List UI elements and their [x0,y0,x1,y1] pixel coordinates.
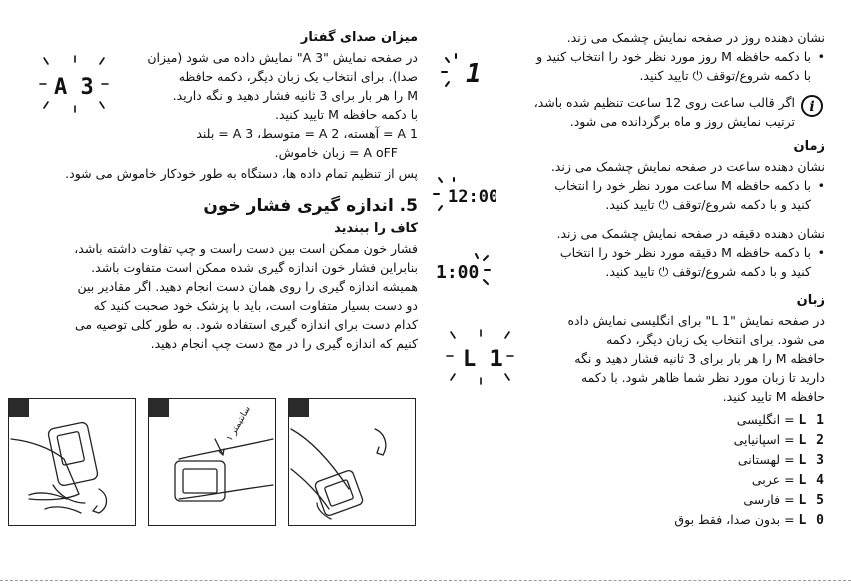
language-row: L 5 = فارسی [743,492,825,508]
minute-bullet-2: کنید و با دکمه شروع/توقف ⏻ تایید کنید. [605,264,811,279]
lcd-volume-code: A 3 [54,75,94,100]
step-badge [149,399,169,417]
language-paragraph [505,311,825,406]
cuff-fasten-icon [289,399,415,525]
cuff-line-2: بنابراین فشار خون اندازه گیری شده ممکن است متفاوت باشد. [91,260,418,275]
lang-line-5: حافظه M تایید کنید. [722,389,825,404]
cuff-illustration-3 [288,398,416,526]
hour-intro: نشان دهنده ساعت در صفحه نمایش چشمک می زند. [550,159,825,174]
time-heading: زمان [793,139,825,154]
auto-off-note: پس از تنظیم تمام داده ها، دستگاه به طور خودکار خاموش می شود. [65,166,418,181]
lang-line-1: در صفحه نمایش "L 1" برای انگلیسی نمایش داده [567,313,825,328]
cuff-illustration-2 [148,398,276,526]
language-row: L 4 = عربی [751,472,825,488]
section-heading: 5. اندازه گیری فشار خون [203,196,418,216]
day-bullet-2: با دکمه شروع/توقف ⏻ تایید کنید. [639,68,811,83]
lcd-hour-digits: 12:00 [448,187,496,207]
cuff-line-3: همیشه اندازه گیری را روی همان دست انجام دهید. اگر مقادیر بین [77,279,418,294]
volume-levels: A 1 = آهسته، A 2 = متوسط، A 3 = بلند [196,126,418,141]
lcd-minute-digits: 1:00 [436,262,480,283]
volume-heading: میزان صدای گفتار [300,30,418,45]
hour-bullet-2: کنید و با دکمه شروع/توقف ⏻ تایید کنید. [605,197,811,212]
lcd-minute-display [432,250,498,290]
minute-intro: نشان دهنده دقیقه در صفحه نمایش چشمک می زند. [556,226,825,241]
step-badge [9,399,29,417]
vol-line-1: در صفحه نمایش "A 3" نمایش داده می شود (میزان [147,50,418,65]
volume-off: A oFF = زبان خاموش. [274,145,398,160]
cuff-line-1: فشار خون ممکن است بین دست راست و چپ تفاوت داشته باشد، [74,241,418,256]
lcd-language-code: L 1 [463,347,503,372]
language-row: L 1 = انگلیسی [736,412,825,428]
lcd-hour-display [432,176,496,216]
day-bullet-1: • با دکمه حافظه M روز مورد نظر خود را انتخاب کنید و [505,47,825,66]
vol-line-2: صدا). برای انتخاب یک زبان دیگر، دکمه حافظه [178,69,418,84]
cuff-line-5: کدام دست برای اندازه گیری استفاده شود. به طور کلی توصیه می [74,317,418,332]
language-list [505,410,825,530]
info-note [505,93,825,131]
language-row: L 0 = بدون صدا، فقط بوق [674,512,825,528]
info-line-1: اگر قالب ساعت روی 12 ساعت تنظیم شده باشد، [533,95,795,110]
vol-line-4: با دکمه حافظه M تایید کنید. [275,107,418,122]
cuff-illustration-1 [8,398,136,526]
cm-label: ۱ سانتیمتر [224,404,253,444]
wrist-cuff-icon [9,399,135,525]
lang-line-4: دارید تا زبان مورد نظر شما ظاهر شود. با دکمه [580,370,825,385]
cuff-heading: کاف را ببندید [334,221,418,236]
step-badge [289,399,309,417]
lang-line-2: می شود. برای انتخاب یک زبان دیگر، دکمه [606,332,825,347]
language-row: L 3 = لهستانی [737,452,825,468]
cuff-line-6: کنیم که اندازه گیری را در مچ دست چپ انجام دهید. [150,336,418,351]
right-column [505,28,825,530]
vol-line-3: M را هر بار برای 3 ثانیه فشار دهید و نگه دارید. [172,88,418,103]
cuff-line-4: دو دست بسیار متفاوت است، باید با پزشک خود صحبت کنید که [93,298,418,313]
info-icon: i [801,95,823,117]
page-bottom-rule [0,580,851,581]
lcd-language-display [445,328,517,388]
language-heading: زبان [796,293,825,308]
day-intro: نشان دهنده روز در صفحه نمایش چشمک می زند. [566,30,825,45]
lcd-day-digit: 1 [466,59,482,89]
minute-bullet-1: • با دکمه حافظه M دقیقه مورد نظر خود را انتخاب [505,243,825,262]
language-row: L 2 = اسپانیایی [733,432,825,448]
lang-line-3: حافظه M را هر بار برای 3 ثانیه فشار دهید و نگه [574,351,825,366]
lcd-day-display [440,48,486,94]
hour-bullet-1: • با دکمه حافظه M ساعت مورد نظر خود را انتخاب [505,176,825,195]
info-line-2: ترتیب نمایش روز و ماه برگردانده می شود. [569,114,795,129]
lcd-volume-display [38,54,112,116]
cuff-position-icon [149,399,275,525]
